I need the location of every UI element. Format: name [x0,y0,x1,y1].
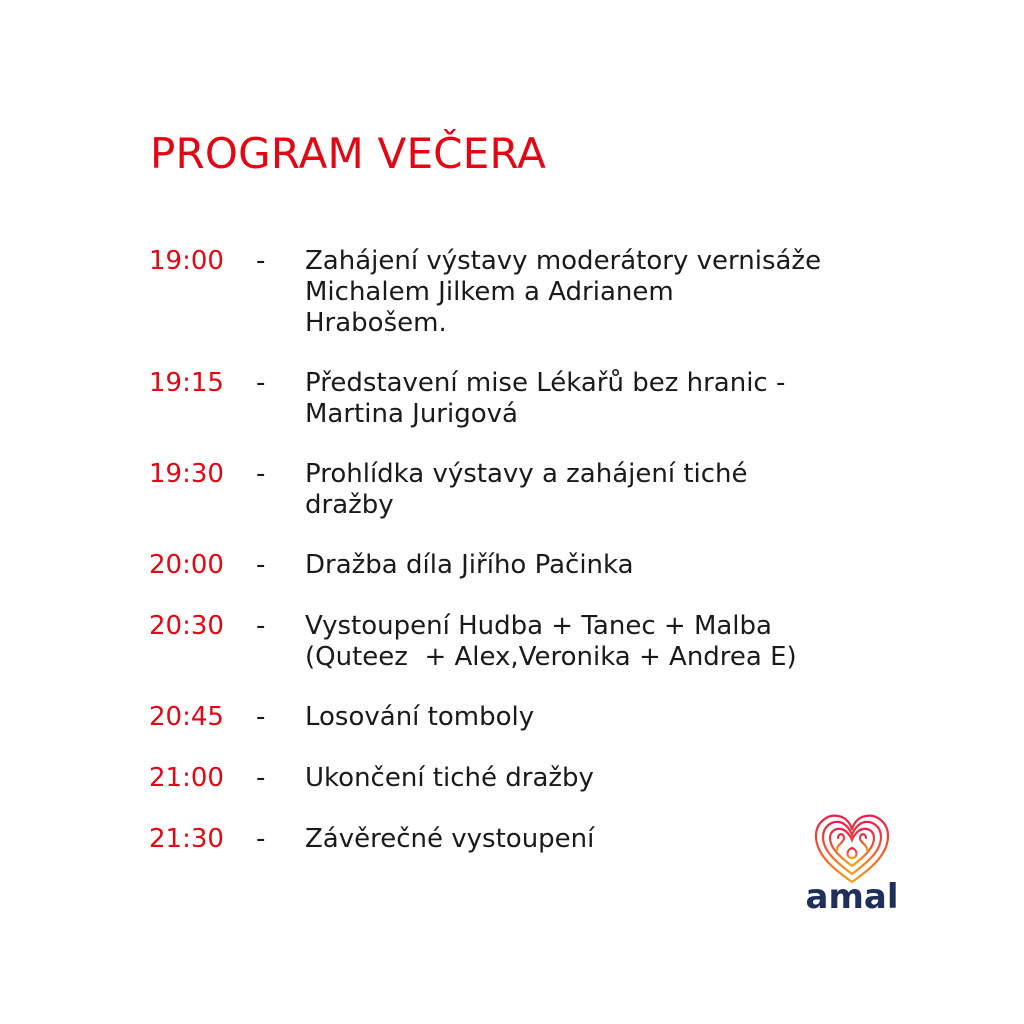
description-line: Zahájení výstavy moderátory vernisáže [305,246,822,276]
program-time: 20:45 [149,702,224,732]
separator-dash: - [256,611,266,641]
program-description [305,550,634,581]
description-line: (Quteez + Alex,Veronika + Andrea E) [305,642,797,672]
page-title: PROGRAM VEČERA [150,129,547,178]
heart-swirl-icon [788,802,916,914]
amal-logo [788,802,916,914]
program-description [305,459,748,521]
separator-dash: - [256,702,266,732]
separator-dash: - [256,459,266,489]
program-description [305,824,594,855]
program-time: 20:00 [149,550,224,580]
description-line: Michalem Jilkem a Adrianem [305,277,674,307]
description-line: Martina Jurigová [305,399,518,429]
description-line: Prohlídka výstavy a zahájení tiché [305,459,748,489]
description-line: Losování tomboly [305,702,535,732]
program-description [305,246,821,339]
description-line: dražby [305,490,394,520]
program-time: 21:30 [149,824,224,854]
program-time: 20:30 [149,611,224,641]
separator-dash: - [256,824,266,854]
program-time: 19:15 [149,368,224,398]
description-line: Vystoupení Hudba + Tanec + Malba [305,611,772,641]
logo-wordmark: amal [805,877,899,914]
program-time: 19:30 [149,459,224,489]
program-description [305,368,785,430]
program-time: 21:00 [149,763,224,793]
program-description [305,702,534,733]
description-line: Dražba díla Jiřího Pačinka [305,550,634,580]
separator-dash: - [256,246,266,276]
description-line: Závěrečné vystoupení [305,824,595,854]
separator-dash: - [256,763,266,793]
separator-dash: - [256,550,266,580]
description-line: Ukončení tiché dražby [305,763,594,793]
description-line: Představení mise Lékařů bez hranic - [305,368,786,398]
program-description [305,611,797,673]
program-description [305,763,594,794]
description-line: Hrabošem. [305,308,447,338]
program-time: 19:00 [149,246,224,276]
separator-dash: - [256,368,266,398]
